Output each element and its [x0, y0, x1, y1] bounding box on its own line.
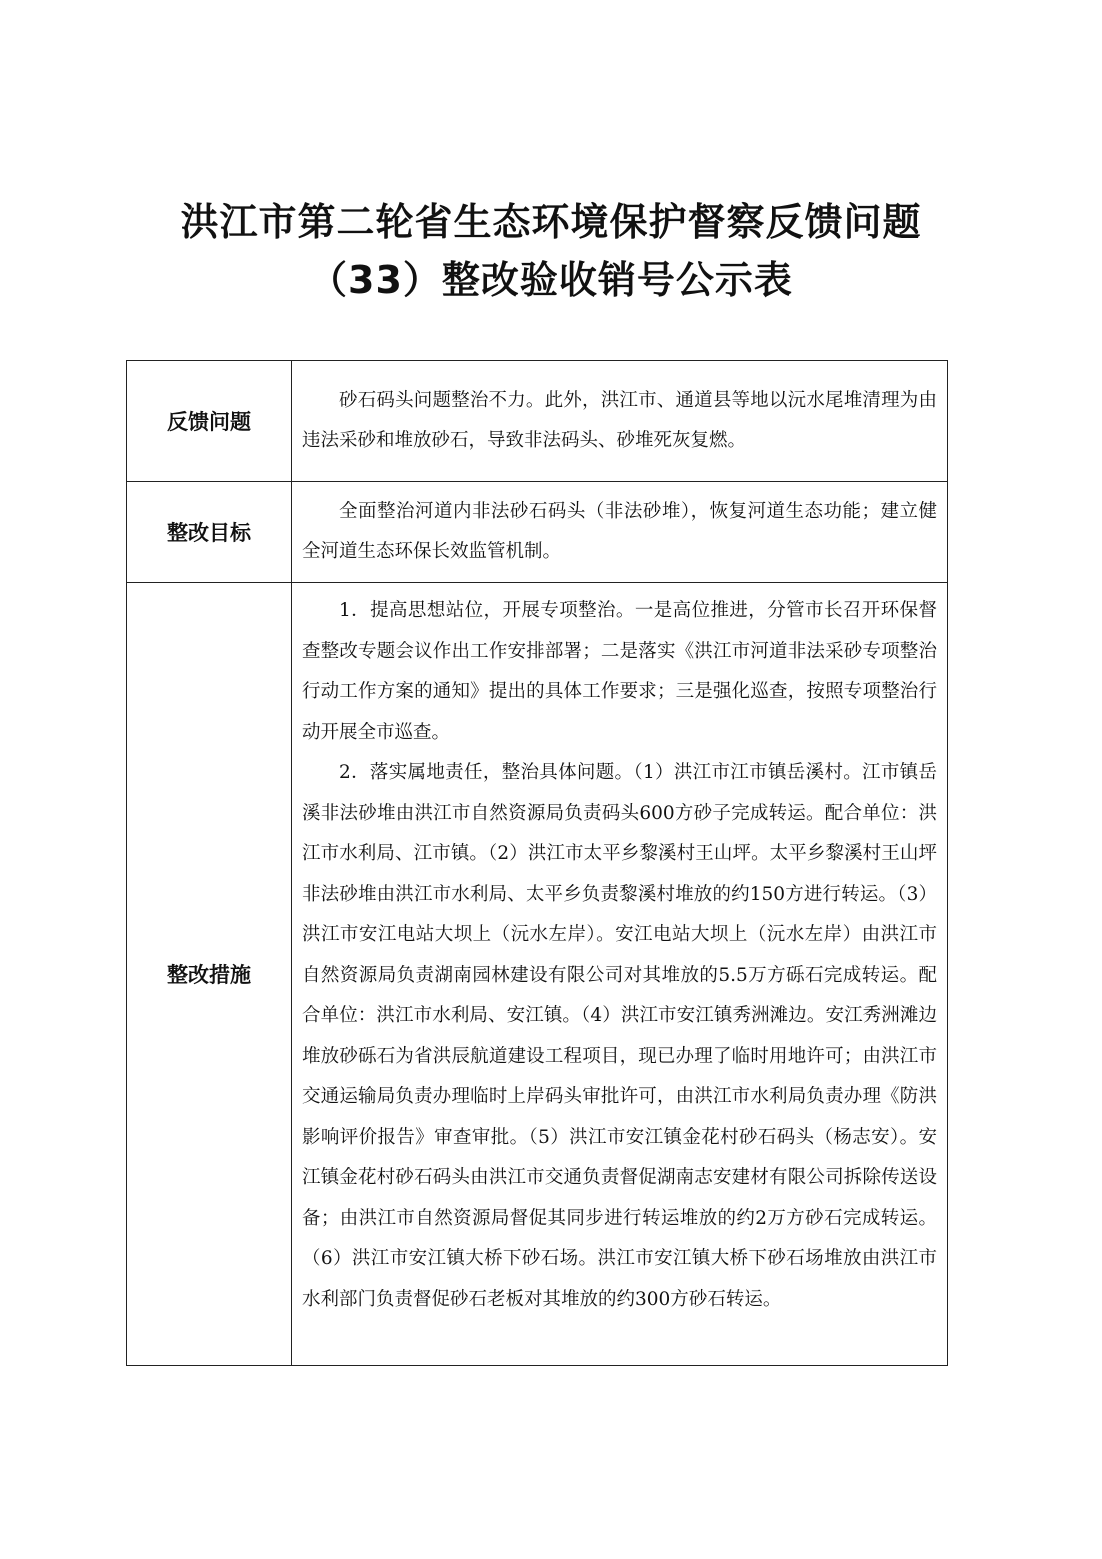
- row-content-goal: [292, 482, 948, 583]
- goal-text: 全面整治河道内非法砂石码头（非法砂堆），恢复河道生态功能；建立健全河道生态环保长效监管机制。: [302, 500, 937, 562]
- row-label-measures: 整改措施: [127, 583, 292, 1366]
- row-label-feedback: 反馈问题: [127, 361, 292, 482]
- feedback-text: 砂石码头问题整治不力。此外，洪江市、通道县等地以沅水尾堆清理为由违法采砂和堆放砂石，导致非法码头、砂堆死灰复燃。: [302, 389, 937, 451]
- row-label-goal: 整改目标: [127, 482, 292, 583]
- measures-paragraph-1: 1．提高思想站位，开展专项整治。一是高位推进，分管市长召开环保督查整改专题会议作出工作安排部署；二是落实《洪江市河道非法采砂专项整治行动工作方案的通知》提出的具体工作要求；三是强化巡查，按照专项整治行动开展全市巡查。: [302, 600, 937, 743]
- rectification-table: [126, 360, 948, 1366]
- table-row-goal: [127, 482, 948, 583]
- table-row-measures: [127, 583, 948, 1366]
- title-line-1: 洪江市第二轮省生态环境保护督察反馈问题: [180, 200, 922, 244]
- title-line-2: （33）整改验收销号公示表: [309, 258, 793, 302]
- measures-paragraph-2: 2．落实属地责任，整治具体问题。（1）洪江市江市镇岳溪村。江市镇岳溪非法砂堆由洪江市自然资源局负责码头600方砂子完成转运。配合单位：洪江市水利局、江市镇。（2）洪江市太平乡黎溪村王山坪。太平乡黎溪村王山坪非法砂堆由洪江市水利局、太平乡负责黎溪村堆放的约150方进行转运。（3）洪江市安江电站大坝上（沅水左岸）。安江电站大坝上（沅水左岸）由洪江市自然资源局负责湖南园林建设有限公司对其堆放的5.5万方砾石完成转运。配合单位：洪江市水利局、安江镇。（4）洪江市安江镇秀洲滩边。安江秀洲滩边堆放砂砾石为省洪辰航道建设工程项目，现已办理了临时用地许可；由洪江市交通运输局负责办理临时上岸码头审批许可，由洪江市水利局负责办理《防洪影响评价报告》审查审批。（5）洪江市安江镇金花村砂石码头（杨志安）。安江镇金花村砂石码头由洪江市交通负责督促湖南志安建材有限公司拆除传送设备；由洪江市自然资源局督促其同步进行转运堆放的约2万方砂石完成转运。（6）洪江市安江镇大桥下砂石场。洪江市安江镇大桥下砂石场堆放由洪江市水利部门负责督促砂石老板对其堆放的约300方砂石转运。: [302, 762, 937, 1310]
- page-title: [0, 193, 1102, 309]
- row-content-feedback: [292, 361, 948, 482]
- table-row-feedback: [127, 361, 948, 482]
- row-content-measures: [292, 583, 948, 1366]
